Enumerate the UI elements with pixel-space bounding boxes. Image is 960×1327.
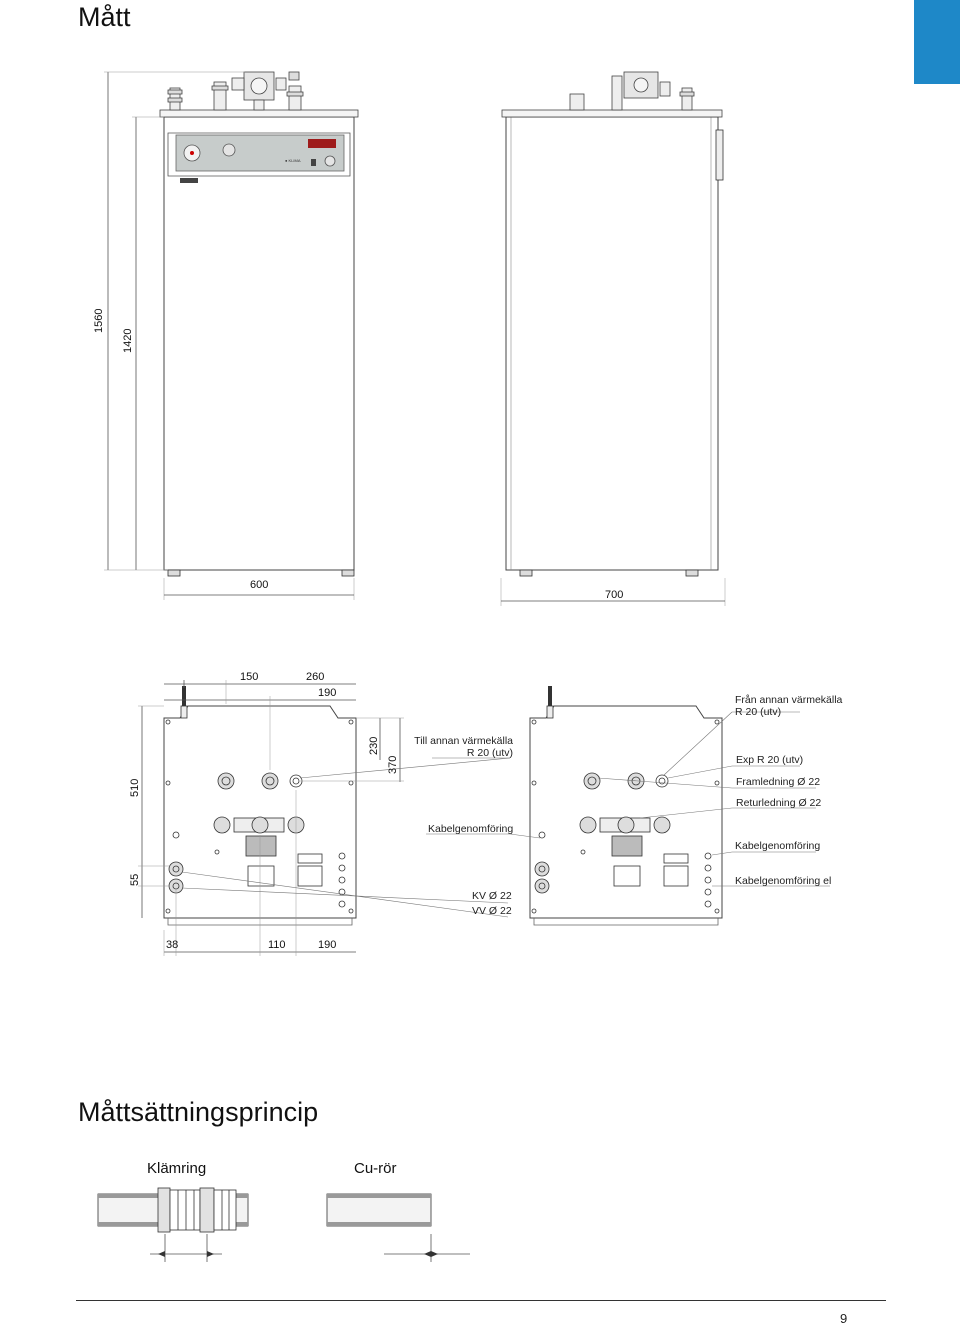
label-kabelgenomforing-left: Kabelgenomföring	[428, 823, 514, 835]
label-exp: Exp R 20 (utv)	[736, 754, 804, 766]
label-kabelgenomforing-el: Kabelgenomföring el	[735, 875, 832, 887]
dim-110: 110	[268, 939, 286, 951]
dim-150: 150	[240, 671, 259, 683]
dim-230: 230	[368, 736, 380, 755]
page-number: 9	[840, 1311, 848, 1326]
top-fittings-side	[502, 72, 722, 117]
label-fran-annan-r: R 20 (utv)	[735, 706, 782, 718]
front-view	[104, 72, 358, 600]
dim-600: 600	[250, 579, 269, 591]
page-title: Mått	[78, 2, 131, 32]
label-fran-annan: Från annan värmekälla	[735, 694, 843, 706]
dim-260: 260	[306, 671, 325, 683]
dim-1420: 1420	[122, 328, 134, 353]
section-title-principle: Måttsättningsprincip	[78, 1097, 319, 1127]
side-view	[501, 72, 725, 606]
control-panel	[168, 133, 350, 183]
dim-38: 38	[166, 939, 179, 951]
label-till-annan: Till annan värmekälla	[414, 735, 513, 747]
label-klamring: Klämring	[147, 1160, 207, 1177]
dim-700: 700	[605, 589, 624, 601]
footer-rule	[76, 1300, 886, 1301]
dim-370: 370	[387, 755, 399, 774]
label-till-annan-r: R 20 (utv)	[466, 747, 513, 759]
svg-text:● KLIMA: ● KLIMA	[285, 158, 301, 163]
dim-190-bottom: 190	[318, 939, 337, 951]
top-view-left	[138, 680, 510, 956]
dim-510: 510	[129, 778, 141, 797]
label-kv: KV Ø 22	[472, 890, 512, 902]
principle-drawing	[98, 1188, 470, 1262]
dim-1560: 1560	[93, 308, 105, 333]
label-cu-ror: Cu-rör	[354, 1160, 397, 1177]
dim-190-top: 190	[318, 687, 337, 699]
label-vv: VV Ø 22	[472, 905, 512, 917]
label-returledning: Returledning Ø 22	[736, 797, 822, 809]
dim-55: 55	[129, 873, 141, 886]
label-kabelgenomforing-right: Kabelgenomföring	[735, 840, 821, 852]
top-fittings-front	[160, 72, 358, 117]
label-framledning: Framledning Ø 22	[736, 776, 821, 788]
